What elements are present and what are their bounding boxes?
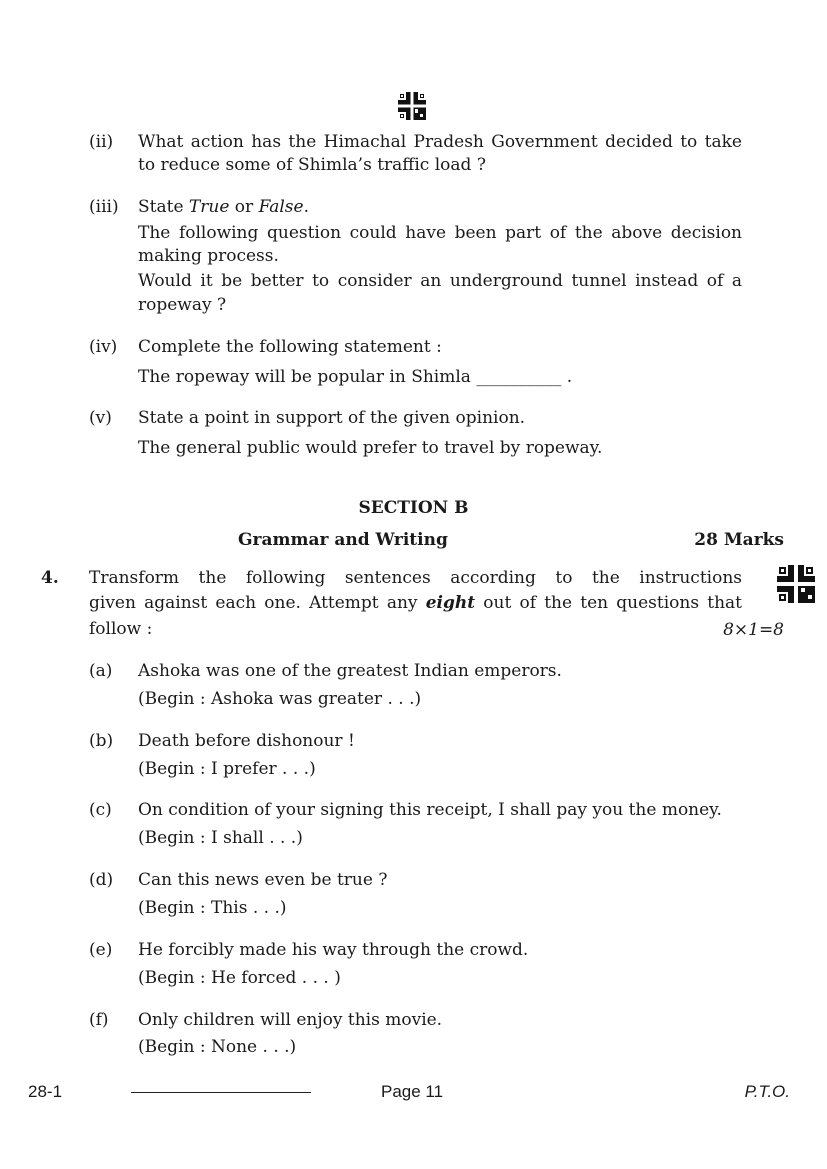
- question-4-line-1: Transform the following sentences according to the instructions: [89, 568, 742, 588]
- question-ii-line-2: to reduce some of Shimla’s traffic load ?: [138, 155, 486, 175]
- question-v-line-2: The general public would prefer to travel by ropeway.: [138, 438, 603, 458]
- footer-rule: [131, 1092, 311, 1093]
- section-subtitle: Grammar and Writing: [238, 530, 448, 550]
- question-label-v: (v): [89, 408, 112, 428]
- footer-code: 28-1: [28, 1082, 63, 1101]
- item-label-d: (d): [89, 870, 114, 890]
- question-iii-line-4: Would it be better to consider an underground tunnel instead of a: [138, 271, 742, 291]
- footer-page-number: Page 11: [381, 1082, 444, 1101]
- section-marks: 28 Marks: [694, 530, 784, 550]
- question-4-marks: 8×1=8: [723, 620, 784, 640]
- section-title: SECTION B: [358, 498, 469, 518]
- item-d-text: Can this news even be true ?: [138, 870, 388, 890]
- question-iii-line-3: making process.: [138, 246, 279, 266]
- question-label-ii: (ii): [89, 132, 114, 152]
- question-4-line-3: follow :: [89, 619, 153, 639]
- question-iii-instruction: State True or False.: [138, 197, 309, 217]
- qr-code-icon: [777, 565, 815, 603]
- item-f-hint: (Begin : None . . .): [138, 1037, 297, 1057]
- item-label-c: (c): [89, 800, 112, 820]
- question-v-line-1: State a point in support of the given opinion.: [138, 408, 526, 428]
- question-4-line-2: given against each one. Attempt any eight out of the ten questions that: [89, 593, 742, 613]
- qr-code-icon: [398, 92, 426, 120]
- item-label-e: (e): [89, 940, 113, 960]
- item-d-hint: (Begin : This . . .): [138, 898, 287, 918]
- question-iv-line-1: Complete the following statement :: [138, 337, 442, 357]
- item-a-hint: (Begin : Ashoka was greater . . .): [138, 689, 422, 709]
- item-c-hint: (Begin : I shall . . .): [138, 828, 303, 848]
- question-iii-line-2: The following question could have been part of the above decision: [138, 223, 742, 243]
- item-c-text: On condition of your signing this receipt, I shall pay you the money.: [138, 800, 722, 820]
- footer-pto: P.T.O.: [744, 1082, 790, 1101]
- item-label-a: (a): [89, 661, 113, 681]
- question-iii-line-5: ropeway ?: [138, 295, 227, 315]
- question-number-4: 4.: [41, 568, 59, 588]
- question-label-iii: (iii): [89, 197, 119, 217]
- item-f-text: Only children will enjoy this movie.: [138, 1010, 443, 1030]
- question-label-iv: (iv): [89, 337, 118, 357]
- question-iv-line-2: The ropeway will be popular in Shimla __________ .: [138, 367, 573, 387]
- item-a-text: Ashoka was one of the greatest Indian emperors.: [138, 661, 562, 681]
- item-label-b: (b): [89, 731, 114, 751]
- item-b-text: Death before dishonour !: [138, 731, 355, 751]
- item-label-f: (f): [89, 1010, 109, 1030]
- item-e-text: He forcibly made his way through the crowd.: [138, 940, 529, 960]
- item-b-hint: (Begin : I prefer . . .): [138, 759, 316, 779]
- item-e-hint: (Begin : He forced . . . ): [138, 968, 341, 988]
- question-ii-line-1: What action has the Himachal Pradesh Government decided to take: [138, 132, 742, 152]
